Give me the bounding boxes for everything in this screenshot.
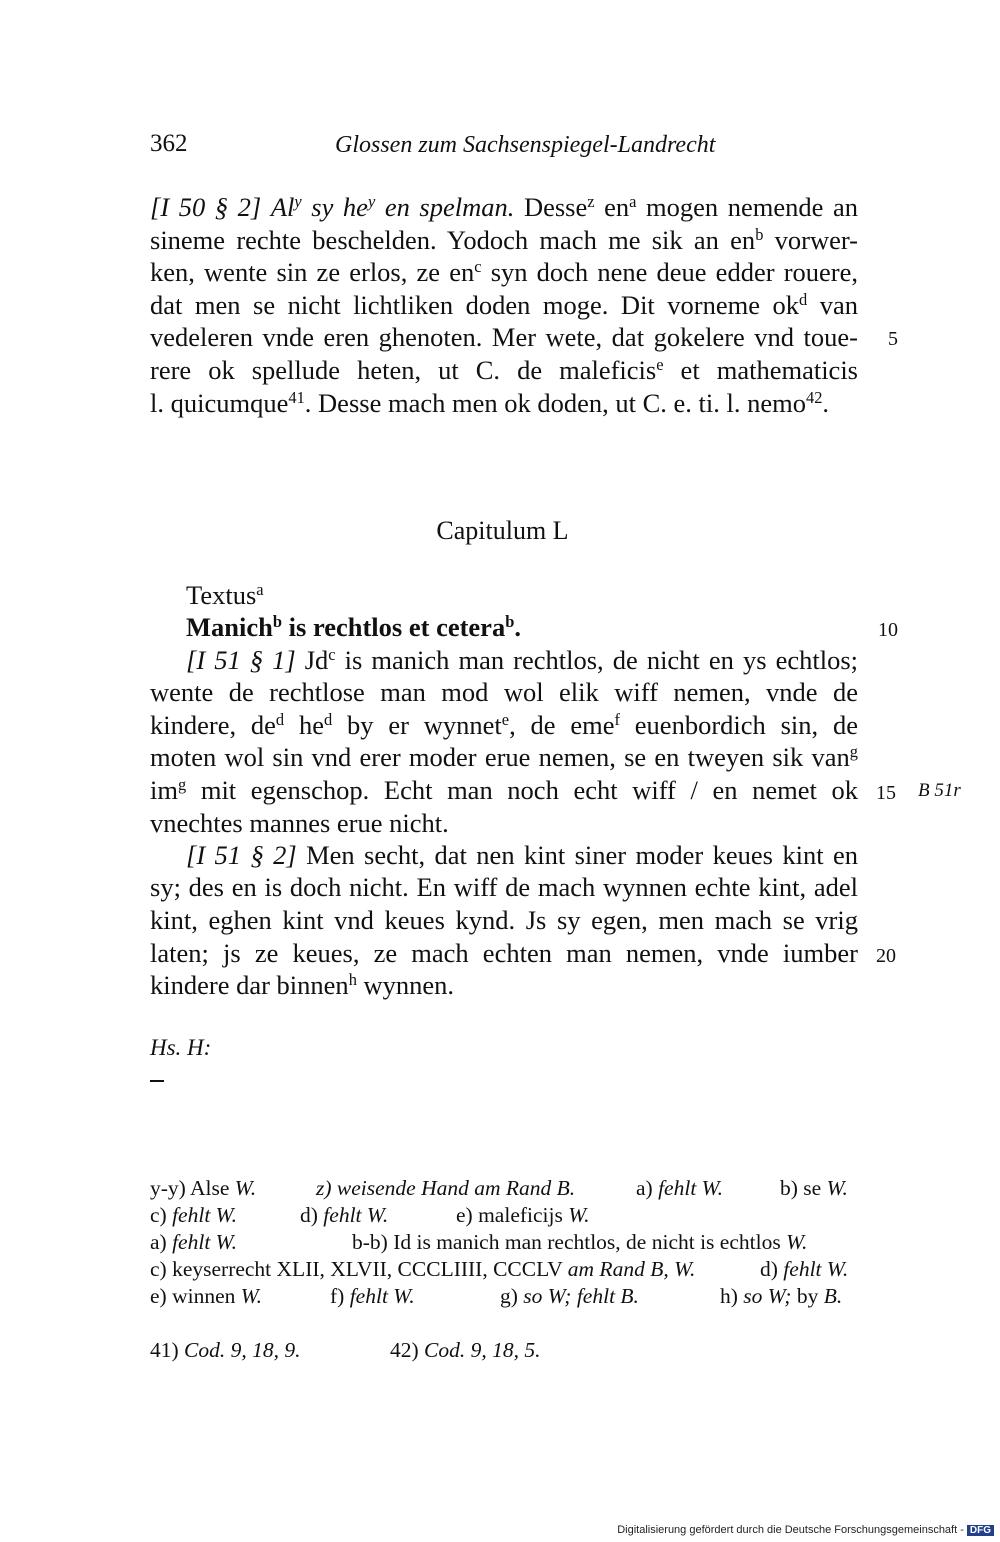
apparatus-note: e) winnen W. [150, 1284, 263, 1308]
footnote-42: 42) Cod. 9, 18, 5. [390, 1338, 541, 1362]
para1-line-2: sineme rechte beschelden. Yodoch mach me sik an $en^b$ vorwer- [150, 224, 859, 255]
lemma: Manich$^b$ is rechtlos et cetera$^b$. [186, 611, 521, 642]
apparatus-note: z) weisende Hand am Rand B. [316, 1176, 576, 1200]
running-title: Glossen zum Sachsenspiegel-Landrecht [335, 132, 716, 158]
line-number-10: 10 [878, 619, 898, 641]
textus-label: Textus$^a$ [186, 579, 264, 610]
apparatus-note: g) so W; fehlt B. [500, 1284, 639, 1308]
digitization-credit: Digitalisierung gefördert durch die Deutsche Forschungsgemeinschaft - DFG [617, 1524, 994, 1536]
apparatus-note: e) maleficijs W. [456, 1203, 590, 1227]
margin-folio-ref: B 51r [918, 780, 961, 801]
apparatus-note: a) fehlt W. [636, 1176, 723, 1200]
chapter-heading: Capitulum L [436, 516, 569, 545]
apparatus-note: b-b) Id is manich man rechtlos, de nicht is echtlos W. [352, 1230, 808, 1254]
para2-line-5: $im^g$ mit egenschop. Echt man noch echt wiff / en nemet ok [150, 774, 858, 805]
manuscript-label: Hs. H: [150, 1035, 212, 1060]
dfg-logo: DFG [967, 1525, 994, 1536]
para1-line-5: vedeleren vnde eren ghenoten. Mer wete, dat gokelere vnd toue- [150, 322, 858, 352]
apparatus-note: d) fehlt W. [300, 1203, 389, 1227]
apparatus-note: c) keyserrecht XLII, XLVII, CCCLIIII, CCCLV am Rand B, W. [150, 1257, 696, 1281]
para2-line-1: [I 51 § 1] Jd$^c$ is manich man rechtlos, de nicht en ys echtlos; [186, 644, 858, 675]
para3-line-4: laten; js ze keues, ze mach echten man nemen, vnde iumber [150, 938, 858, 968]
para1-line-4: dat men se nicht lichtliken doden moge. Dit vorneme $ok^d$ van [150, 289, 858, 320]
para2-line-6: vnechtes mannes erue nicht. [150, 808, 449, 838]
para1-line-6: rere ok spellude heten, ut C. de maleficis$^e$ et mathematicis [150, 354, 858, 385]
apparatus-note: h) so W; by B. [720, 1284, 843, 1308]
apparatus-note: b) se W. [780, 1176, 848, 1200]
para3-line-1: [I 51 § 2] Men secht, dat nen kint siner moder keues kint en [186, 840, 859, 870]
apparatus-note: f) fehlt W. [330, 1284, 415, 1308]
para3-line-3: kint, eghen kint vnd keues kynd. Js sy egen, men mach se vrig [150, 905, 858, 935]
apparatus-note: a) fehlt W. [150, 1230, 237, 1254]
para3-line-5: kindere dar binnen$^h$ wynnen. [150, 969, 455, 1000]
section-ref: [I 50 § 2] [150, 192, 262, 222]
para1-line-3: ken, wente sin ze erlos, ze $en^c$ syn doch nene deue edder rouere, [150, 256, 858, 287]
apparatus-note: d) fehlt W. [760, 1257, 849, 1281]
apparatus-note: c) fehlt W. [150, 1203, 237, 1227]
para1-line-1: [I 50 § 2] Al$^y$ sy $he^y$ en spelman. Desse$^z$ $en^a$ mogen nemende an [150, 191, 858, 222]
para2-line-3: kindere, $de^d$ $he^d$ by er wynnet$^e$, de eme$^f$ euenbordich sin, de [150, 709, 858, 740]
dash-divider [150, 1080, 164, 1082]
line-number-5: 5 [888, 328, 898, 350]
para2-line-2: wente de rechtlose man mod wol elik wiff nemen, vnde de [150, 677, 858, 707]
section-ref: [I 51 § 2] [186, 840, 297, 870]
page-number: 362 [150, 130, 188, 157]
footnote-41: 41) Cod. 9, 18, 9. [150, 1338, 301, 1362]
line-number-20: 20 [876, 945, 896, 967]
para2-line-4: moten wol sin vnd erer moder erue nemen, se en tweyen sik van$^g$ [150, 741, 858, 772]
apparatus-note: y-y) Alse W. [150, 1176, 257, 1200]
line-number-15: 15 [876, 782, 896, 804]
para3-line-2: sy; des en is doch nicht. En wiff de mach wynnen echte kint, adel [150, 872, 858, 902]
section-ref: [I 51 § 1] [186, 645, 296, 675]
para1-line-7: l. quicumque$^{41}$. Desse mach men ok doden, ut C. e. ti. l. nemo$^{42}$. [150, 387, 830, 418]
